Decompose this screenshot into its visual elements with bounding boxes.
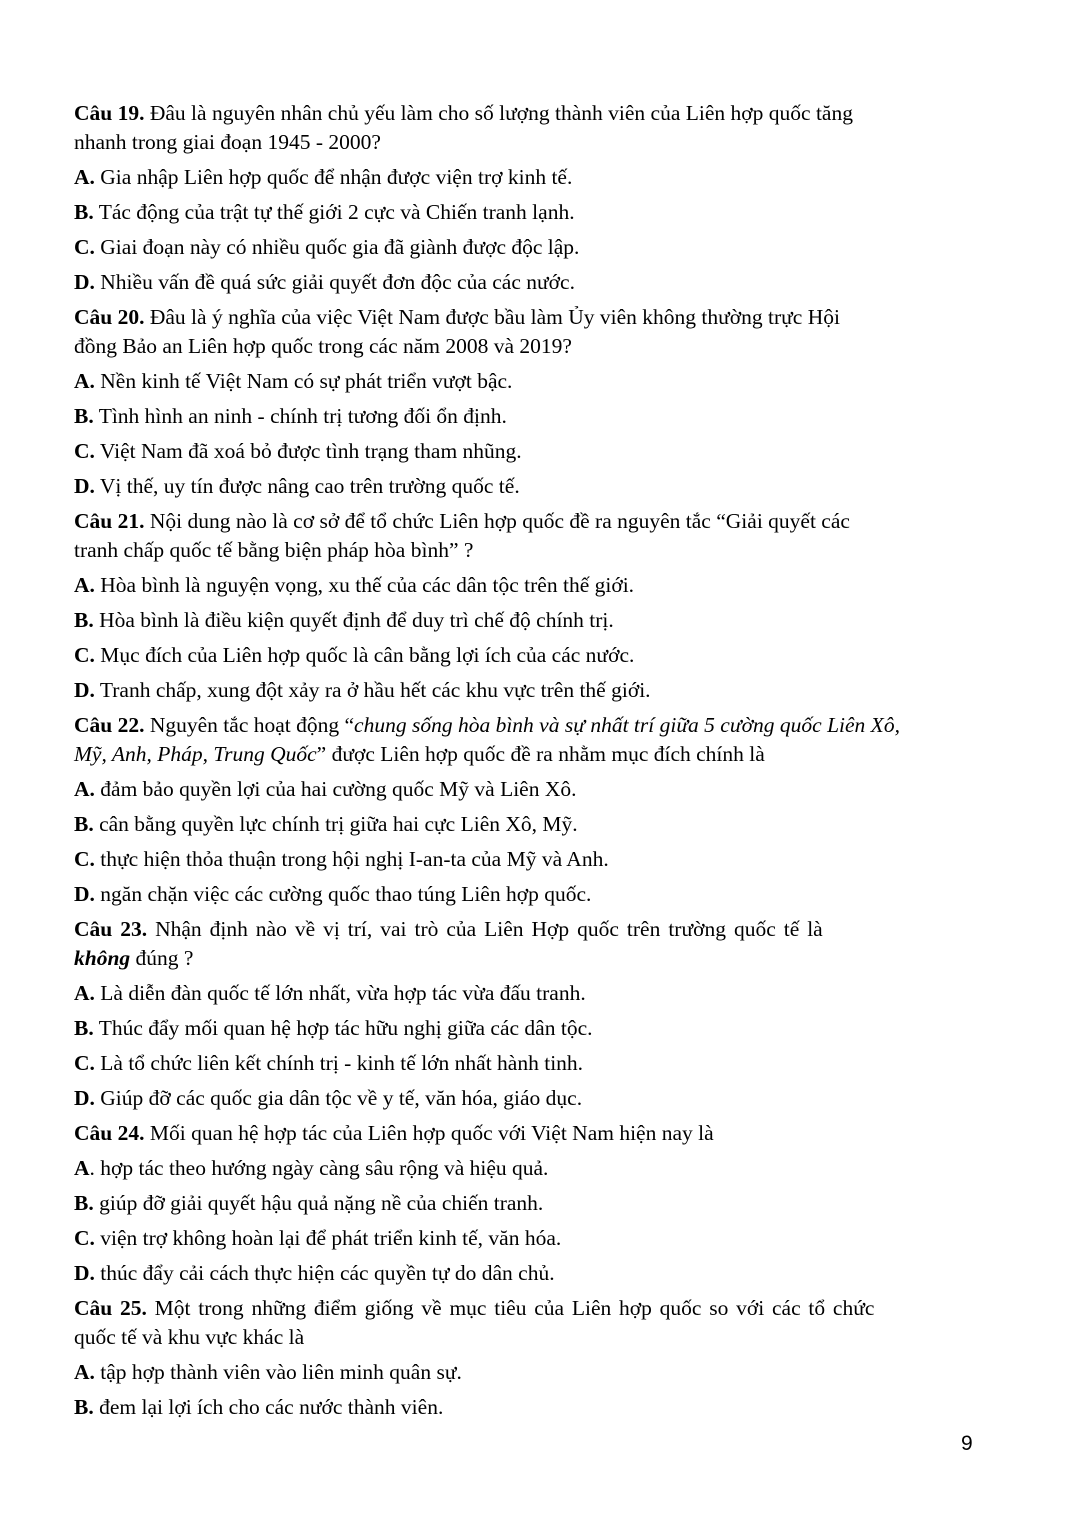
question-22-line-2 (74, 740, 994, 769)
option-text: Nhiều vấn đề quá sức giải quyết đơn độc của các nước. (94, 270, 575, 294)
answer-option-24a (74, 1154, 994, 1183)
question-19-line-2: nhanh trong giai đoạn 1945 - 2000? (74, 130, 381, 154)
emphasis-word: không (74, 946, 131, 970)
page-number: 9 (961, 1432, 973, 1455)
question-22-line-1 (74, 711, 994, 740)
question-text: Đâu là ý nghĩa của việc Việt Nam được bầu làm Ủy viên không thường trực Hội (144, 305, 840, 329)
question-24-line-1 (74, 1119, 994, 1148)
option-letter: D. (74, 1261, 95, 1285)
answer-option-21c (74, 641, 994, 670)
option-letter: A. (74, 981, 95, 1005)
option-letter: A. (74, 369, 95, 393)
answer-option-24d (74, 1259, 994, 1288)
answer-option-19c (74, 233, 994, 262)
option-letter: C. (74, 1051, 95, 1075)
answer-option-19b (74, 198, 994, 227)
option-text: thực hiện thỏa thuận trong hội nghị I-an-ta của Mỹ và Anh. (94, 847, 609, 871)
question-24 (74, 1119, 994, 1148)
option-text: ngăn chặn việc các cường quốc thao túng Liên hợp quốc. (94, 882, 592, 906)
question-20-line-1 (74, 303, 994, 332)
option-letter: B. (74, 1191, 94, 1215)
option-letter: B. (74, 1395, 94, 1419)
option-text: Vị thế, uy tín được nâng cao trên trường quốc tế. (94, 474, 520, 498)
question-text: Nội dung nào là cơ sở để tổ chức Liên hợp quốc đề ra nguyên tắc “Giải quyết các (144, 509, 850, 533)
question-number: Câu 19. (74, 101, 145, 125)
answer-option-22c (74, 845, 994, 874)
option-letter: A. (74, 1360, 95, 1384)
question-text: Nhận định nào về vị trí, vai trò của Liên Hợp quốc trên trường quốc tế là (147, 917, 823, 941)
option-text: Hòa bình là điều kiện quyết định để duy trì chế độ chính trị. (93, 608, 614, 632)
question-number: Câu 24. (74, 1121, 145, 1145)
option-text: Nền kinh tế Việt Nam có sự phát triển vượt bậc. (94, 369, 513, 393)
option-text: . hợp tác theo hướng ngày càng sâu rộng và hiệu quả. (89, 1156, 549, 1180)
question-text: đúng ? (130, 946, 194, 970)
question-number: Câu 23. (74, 917, 148, 941)
option-letter: B. (74, 608, 94, 632)
question-text: Nguyên tắc hoạt động “ (144, 713, 355, 737)
question-number: Câu 20. (74, 305, 145, 329)
answer-option-23b (74, 1014, 994, 1043)
answer-option-21d (74, 676, 994, 705)
option-text: cân bằng quyền lực chính trị giữa hai cực Liên Xô, Mỹ. (93, 812, 578, 836)
option-letter: A. (74, 165, 95, 189)
option-letter: C. (74, 439, 95, 463)
quoted-principle-continued: Mỹ, Anh, Pháp, Trung Quốc (74, 742, 317, 766)
answer-option-20d (74, 472, 994, 501)
question-20-line-2: đồng Bảo an Liên hợp quốc trong các năm 2008 và 2019? (74, 334, 572, 358)
question-number: Câu 21. (74, 509, 145, 533)
option-letter: D. (74, 474, 95, 498)
option-text: Tác động của trật tự thế giới 2 cực và Chiến tranh lạnh. (93, 200, 575, 224)
answer-option-23c (74, 1049, 994, 1078)
quoted-principle: chung sống hòa bình và sự nhất trí giữa 5 cường quốc Liên Xô, (354, 713, 900, 737)
question-text: ” được Liên hợp quốc đề ra nhằm mục đích chính là (316, 742, 765, 766)
question-19 (74, 99, 994, 157)
option-letter: B. (74, 812, 94, 836)
option-text: Giai đoạn này có nhiều quốc gia đã giành được độc lập. (94, 235, 580, 259)
option-letter: A. (74, 777, 95, 801)
option-text: đem lại lợi ích cho các nước thành viên. (93, 1395, 444, 1419)
option-letter: D. (74, 678, 95, 702)
option-letter: C. (74, 235, 95, 259)
question-22 (74, 711, 994, 769)
option-text: đảm bảo quyền lợi của hai cường quốc Mỹ và Liên Xô. (94, 777, 577, 801)
question-text: Một trong những điểm giống về mục tiêu của Liên hợp quốc so với các tổ chức (146, 1296, 875, 1320)
option-text: Tình hình an ninh - chính trị tương đối ổn định. (93, 404, 507, 428)
answer-option-22b (74, 810, 994, 839)
option-letter: A (74, 1156, 90, 1180)
answer-option-23a (74, 979, 994, 1008)
option-letter: D. (74, 1086, 95, 1110)
answer-option-24c (74, 1224, 994, 1253)
question-25-line-2: quốc tế và khu vực khác là (74, 1325, 305, 1349)
answer-option-20c (74, 437, 994, 466)
option-letter: C. (74, 847, 95, 871)
option-text: Mục đích của Liên hợp quốc là cân bằng lợi ích của các nước. (94, 643, 635, 667)
option-text: Thúc đẩy mối quan hệ hợp tác hữu nghị giữa các dân tộc. (93, 1016, 593, 1040)
option-text: Hòa bình là nguyện vọng, xu thế của các dân tộc trên thế giới. (94, 573, 635, 597)
option-letter: B. (74, 1016, 94, 1040)
question-19-line-1 (74, 99, 994, 128)
question-text: Mối quan hệ hợp tác của Liên hợp quốc với Việt Nam hiện nay là (144, 1121, 714, 1145)
answer-option-23d (74, 1084, 994, 1113)
question-text: Đâu là nguyên nhân chủ yếu làm cho số lượng thành viên của Liên hợp quốc tăng (144, 101, 853, 125)
question-21-line-1 (74, 507, 994, 536)
question-23-line-2 (74, 944, 994, 973)
option-text: thúc đẩy cải cách thực hiện các quyền tự do dân chủ. (94, 1261, 555, 1285)
option-text: Gia nhập Liên hợp quốc để nhận được viện trợ kinh tế. (94, 165, 573, 189)
option-letter: C. (74, 1226, 95, 1250)
option-letter: A. (74, 573, 95, 597)
question-20 (74, 303, 994, 361)
question-25-line-1 (74, 1294, 994, 1323)
question-23 (74, 915, 994, 973)
question-25 (74, 1294, 994, 1352)
answer-option-21a (74, 571, 994, 600)
answer-option-19a (74, 163, 994, 192)
option-text: tập hợp thành viên vào liên minh quân sự. (94, 1360, 462, 1384)
option-text: Giúp đỡ các quốc gia dân tộc về y tế, văn hóa, giáo dục. (94, 1086, 583, 1110)
option-letter: B. (74, 404, 94, 428)
option-letter: D. (74, 270, 95, 294)
option-text: giúp đỡ giải quyết hậu quả nặng nề của chiến tranh. (93, 1191, 544, 1215)
answer-option-25b (74, 1393, 994, 1422)
option-letter: B. (74, 200, 94, 224)
option-letter: C. (74, 643, 95, 667)
answer-option-20b (74, 402, 994, 431)
question-number: Câu 22. (74, 713, 145, 737)
answer-option-22d (74, 880, 994, 909)
document-page (74, 99, 994, 1428)
answer-option-19d (74, 268, 994, 297)
question-21-line-2: tranh chấp quốc tế bằng biện pháp hòa bình” ? (74, 538, 474, 562)
option-text: viện trợ không hoàn lại để phát triển kinh tế, văn hóa. (94, 1226, 562, 1250)
question-23-line-1 (74, 915, 994, 944)
answer-option-20a (74, 367, 994, 396)
option-text: Là diễn đàn quốc tế lớn nhất, vừa hợp tác vừa đấu tranh. (94, 981, 586, 1005)
option-text: Việt Nam đã xoá bỏ được tình trạng tham nhũng. (94, 439, 522, 463)
question-21 (74, 507, 994, 565)
option-letter: D. (74, 882, 95, 906)
answer-option-24b (74, 1189, 994, 1218)
option-text: Là tổ chức liên kết chính trị - kinh tế lớn nhất hành tinh. (94, 1051, 584, 1075)
answer-option-21b (74, 606, 994, 635)
question-number: Câu 25. (74, 1296, 147, 1320)
option-text: Tranh chấp, xung đột xảy ra ở hầu hết các khu vực trên thế giới. (94, 678, 651, 702)
answer-option-22a (74, 775, 994, 804)
answer-option-25a (74, 1358, 994, 1387)
